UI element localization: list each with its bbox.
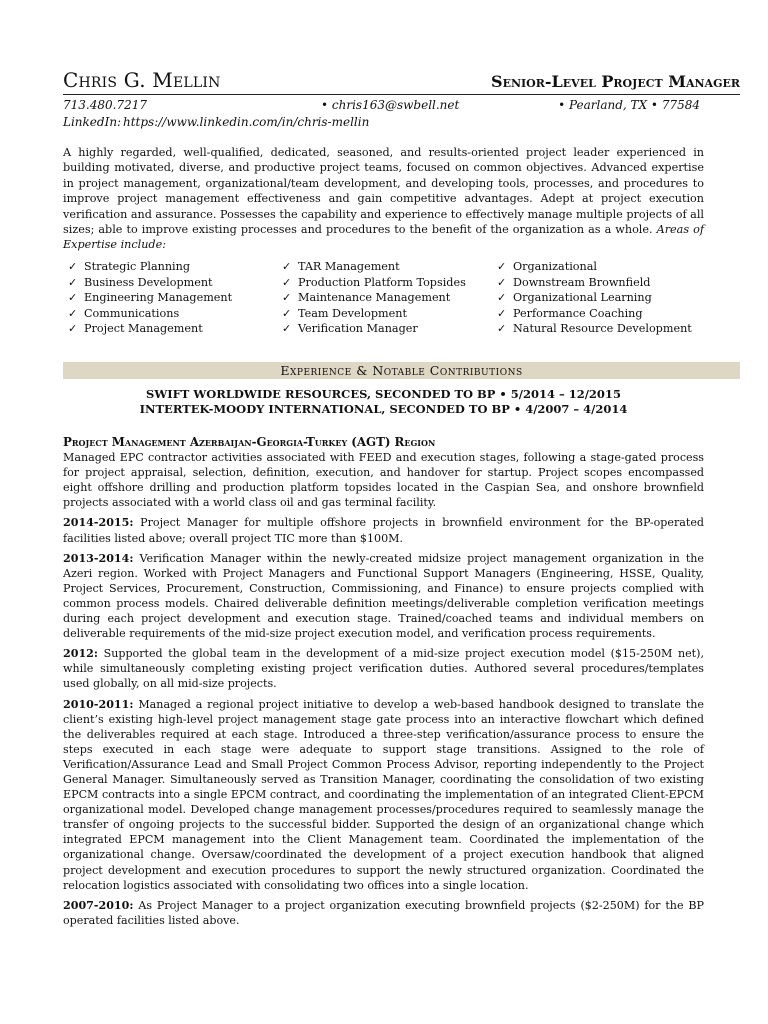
checkmark-icon: ✓ (68, 291, 78, 305)
skill-label: Project Management (84, 322, 203, 336)
section-band-experience (63, 362, 740, 379)
skills-column-3 (497, 259, 692, 337)
entry-text: Verification Manager within the newly-created midsize project management organization in the Azeri region. Worked with Project Managers and Functional Support Managers (Engineering, HSSE, Quality, Project Services, Procurement, Construction, Commissioning, and Finance) to ensure projects complied with common process models. Chaired deliverable definition meetings/deliverable completion verification meetings during each project development and execution stage. Trained/coached teams and individual members on deliverable requirements of the mid-size project execution model, and verification process requirements. (63, 551, 704, 641)
employer-line: SWIFT WORLDWIDE RESOURCES, SECONDED TO BP • 5/2014 – 12/2015 (146, 387, 621, 401)
checkmark-icon: ✓ (68, 275, 78, 289)
experience-entry (63, 551, 704, 642)
experience-entry (63, 697, 704, 893)
entry-text: Managed a regional project initiative to develop a web-based handbook designed to translate the client’s existing high-level project management stage gate process into an interactive flowchart which defined the deliverables required at each stage. Introduced a three-step verification/assurance process to ensure the steps executed in each stage were adequate to support stage transitions. Assigned to the role of Verification/Assurance Lead and Small Project Common Process Advisor, reporting independently to the Project General Manager. Simultaneously served as Transition Manager, coordinating the consolidation of two existing EPCM contracts into a single EPCM contract, and coordinating the implementation of an integrated Client-EPCM organizational model. Developed change management processes/procedures required to seamlessly manage the transfer of ongoing projects to the successful bidder. Supported the design of an organizational change which integrated EPCM management into the Client Management team. Coordinated the implementation of the organizational change. Oversaw/coordinated the development of a project execution handbook that aligned project development and execution procedures to support the newly structured organization. Coordinated the relocation logistics associated with consolidating two offices into a single location. (63, 697, 704, 892)
experience-details (63, 435, 704, 933)
email-address: • chris163@swbell.net (321, 98, 460, 112)
checkmark-icon: ✓ (282, 260, 292, 273)
skill-item (497, 275, 692, 291)
phone-number: 713.480.7217 (63, 98, 147, 112)
skill-item (68, 259, 232, 275)
skill-label: Organizational Learning (513, 291, 652, 305)
checkmark-icon: ✓ (68, 260, 78, 273)
job-title: Senior-Level Project Manager (491, 72, 740, 91)
skills-column-1 (68, 259, 232, 337)
skill-item (497, 306, 692, 322)
expertise-lead: Areas of Expertise include: (63, 223, 704, 252)
skill-label: Natural Resource Development (513, 322, 692, 336)
summary-text: A highly regarded, well-qualified, dedicated, seasoned, and results-oriented project leader experienced in building motivated, diverse, and productive project teams, focused on common objectives. Advanced expertise in project management, organizational/team development, and developing tools, processes, and procedures to improve project management effectiveness and gain competitive advantages. Adept at project execution verification and assurance. Possesses the capability and experience to effectively manage multiple projects of all sizes; able to improve existing processes and procedures to the benefit of the organization as a whole. (63, 146, 704, 237)
skill-label: Communications (84, 306, 180, 320)
skills-column-2 (282, 259, 466, 337)
skill-label: Engineering Management (84, 291, 233, 305)
skill-item (68, 275, 232, 291)
experience-entry (63, 898, 704, 928)
professional-summary (63, 145, 704, 253)
checkmark-icon: ✓ (497, 275, 507, 289)
skill-item (282, 321, 466, 337)
entry-text: Project Manager for multiple offshore projects in brownfield environment for the BP-operated facilities listed above; overall project TIC more than $100M. (63, 516, 704, 545)
entry-years: 2010-2011: (63, 697, 134, 711)
checkmark-icon: ✓ (497, 291, 507, 305)
checkmark-icon: ✓ (497, 322, 507, 336)
checkmark-icon: ✓ (497, 306, 507, 320)
experience-intro: Managed EPC contractor activities associated with FEED and execution stages, following a stage-gated process for project appraisal, selection, definition, execution, and handover for startup. Project scopes encompassed eight offshore drilling and production platform topsides located in the Caspian Sea, and onshore brownfield projects associated with a world class oil and gas terminal facility. (63, 451, 704, 510)
checkmark-icon: ✓ (282, 291, 292, 305)
skill-item (282, 275, 466, 291)
candidate-name: Chris G. Mellin (63, 68, 221, 92)
checkmark-icon: ✓ (68, 322, 78, 336)
linkedin-label: LinkedIn: (63, 115, 122, 129)
experience-subheading: Project Management Azerbaijan-Georgia-Turkey (AGT) Region (63, 435, 436, 449)
experience-entry (63, 515, 704, 545)
location: • Pearland, TX • 77584 (558, 98, 700, 112)
skill-item (68, 321, 232, 337)
entry-years: 2012: (63, 647, 98, 661)
skill-item (282, 290, 466, 306)
skill-item (68, 306, 232, 322)
skill-label: Organizational (513, 260, 597, 273)
skill-item (497, 259, 692, 275)
skill-item (497, 321, 692, 337)
checkmark-icon: ✓ (282, 322, 292, 336)
skill-item (282, 306, 466, 322)
skill-label: Verification Manager (298, 322, 418, 336)
skill-label: Team Development (298, 306, 407, 320)
skill-label: Strategic Planning (84, 260, 190, 273)
checkmark-icon: ✓ (282, 306, 292, 320)
resume-header (63, 66, 740, 95)
skill-item (282, 259, 466, 275)
skill-label: Performance Coaching (513, 306, 643, 320)
experience-entry (63, 646, 704, 691)
skill-label: Downstream Brownfield (513, 275, 651, 289)
linkedin-url[interactable]: https://www.linkedin.com/in/chris-mellin (123, 115, 370, 129)
checkmark-icon: ✓ (282, 275, 292, 289)
entry-text: Supported the global team in the development of a mid-size project execution model ($15-250M net), while simultaneously completing existing project verification duties. Authored several procedures/templates used globally, on all mid-size projects. (63, 647, 704, 691)
section-title: Experience & Notable Contributions (280, 363, 523, 378)
checkmark-icon: ✓ (68, 306, 78, 320)
skill-label: Production Platform Topsides (298, 275, 466, 289)
skill-item (68, 290, 232, 306)
entry-years: 2007-2010: (63, 898, 134, 912)
entry-text: As Project Manager to a project organization executing brownfield projects ($2-250M) for the BP operated facilities listed above. (63, 898, 705, 927)
entry-years: 2013-2014: (63, 551, 134, 565)
entry-years: 2014-2015: (63, 516, 134, 530)
employer-line: INTERTEK-MOODY INTERNATIONAL, SECONDED TO BP • 4/2007 – 4/2014 (139, 402, 628, 416)
skill-item (497, 290, 692, 306)
checkmark-icon: ✓ (497, 260, 507, 273)
skill-label: TAR Management (298, 260, 400, 273)
skill-label: Maintenance Management (298, 291, 451, 305)
skill-label: Business Development (84, 275, 213, 289)
